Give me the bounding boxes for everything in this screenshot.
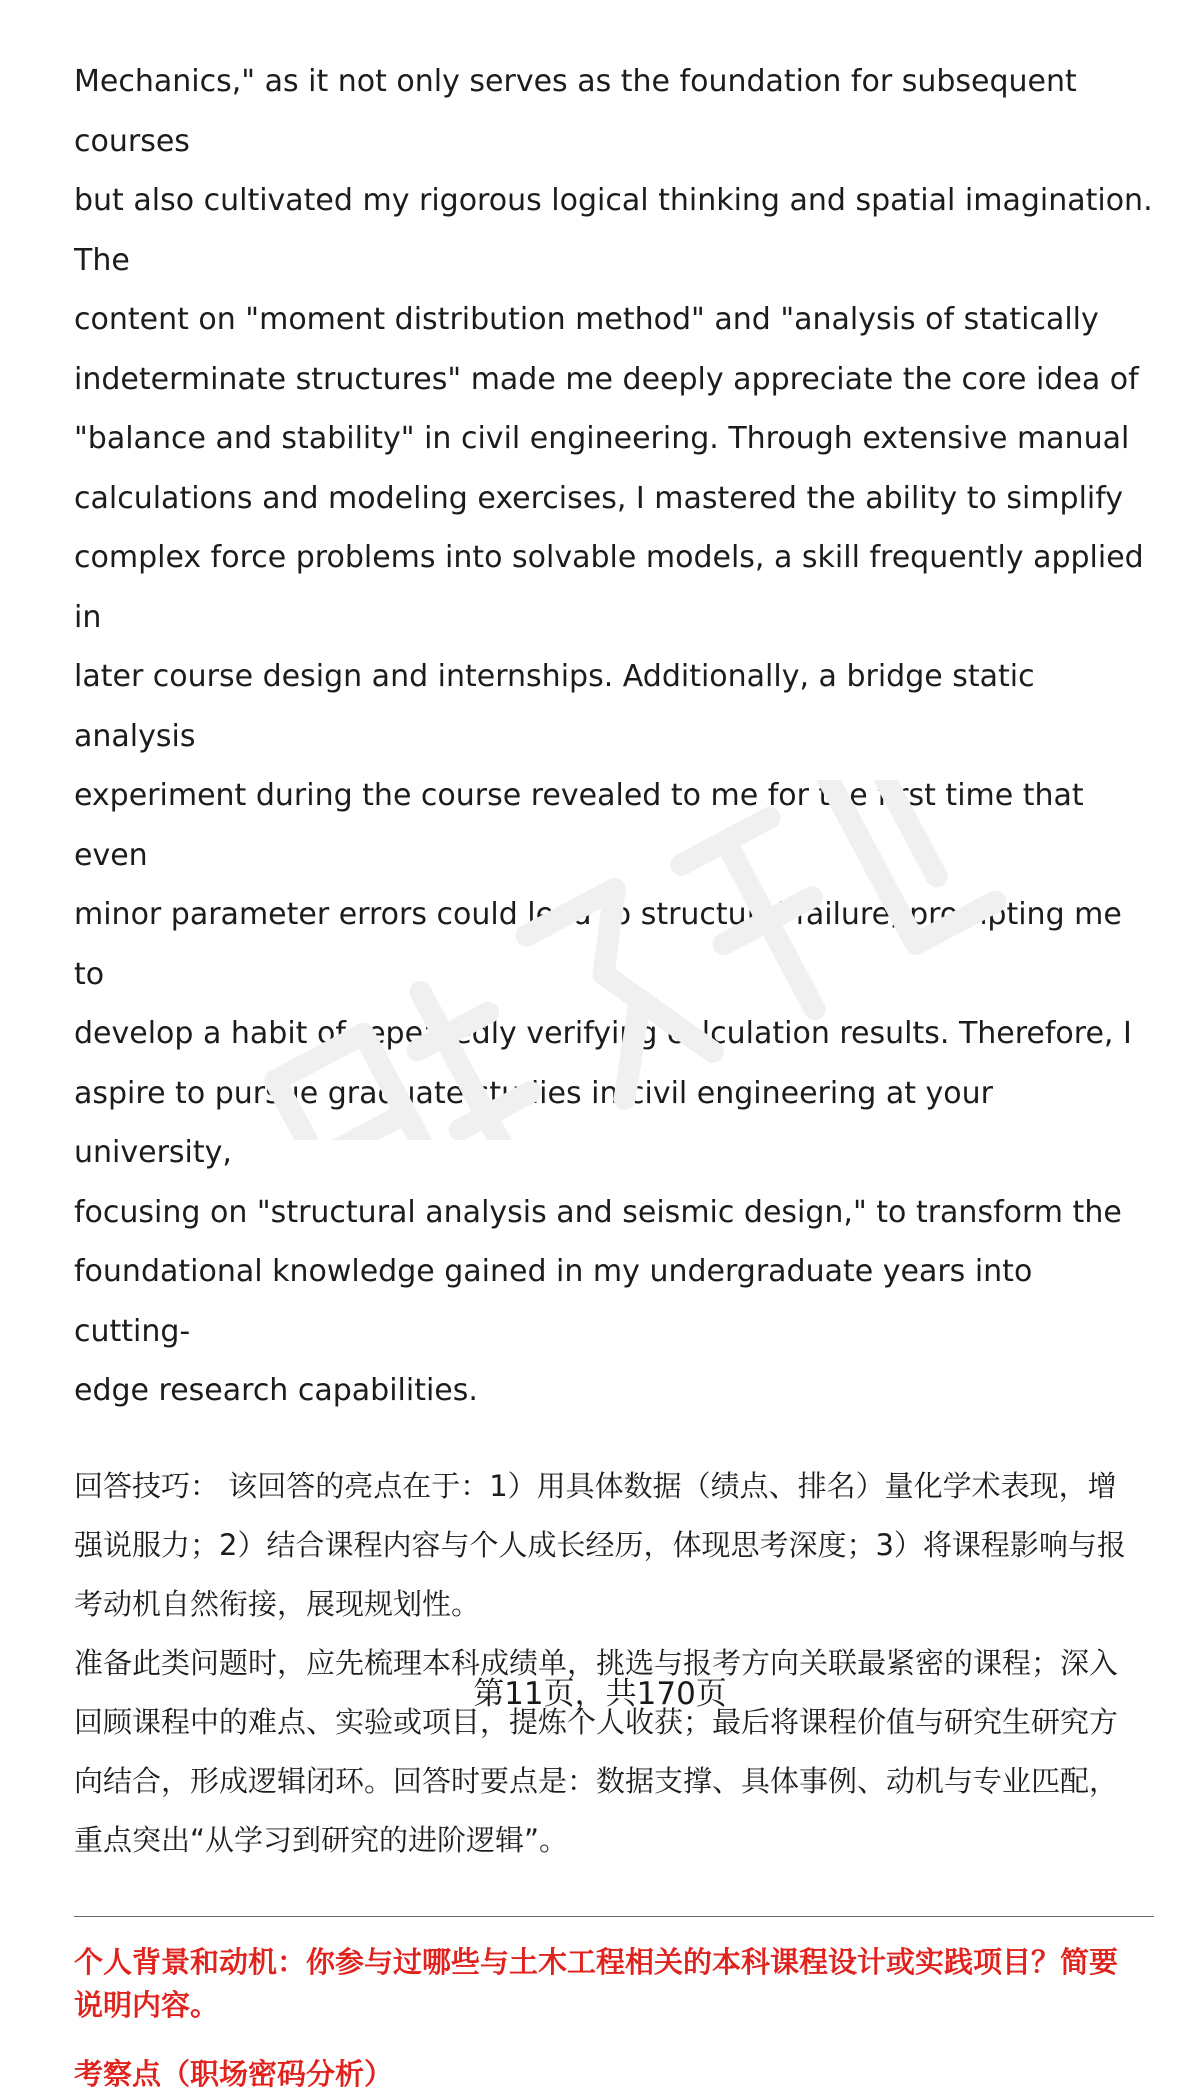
next-question-heading: 个人背景和动机：你参与过哪些与土木工程相关的本科课程设计或实践项目？简要 说明内容。 bbox=[74, 1944, 1119, 2022]
section-divider bbox=[74, 1916, 1154, 1917]
page-number: 第11页，共170页 bbox=[473, 1676, 727, 1712]
assessment-point-heading: 考察点（职场密码分析） bbox=[74, 2056, 394, 2091]
answer-tips-block bbox=[74, 1457, 1154, 1870]
preparation-paragraph: 准备此类问题时，应先梳理本科成绩单，挑选与报考方向关联最紧密的课程；深入 回顾课程中的难点、实验或项目，提炼个人收获；最后将课程价值与研究生研究方 向结合，形成逻辑闭环。回答时要点是：数据支撑、具体事例、动机与专业匹配， 重点突出“从学习到研究的进阶逻辑”。 bbox=[74, 1645, 1119, 1857]
answer-tips-paragraph: 回答技巧： 该回答的亮点在于：1）用具体数据（绩点、排名）量化学术表现，增 强说服力；2）结合课程内容与个人成长经历，体现思考深度；3）将课程影响与报 考动机自然衔接，展现规划性。 bbox=[74, 1468, 1126, 1621]
english-answer-paragraph: Mechanics," as it not only serves as the foundation for subsequent courses but also cultivated my rigorous logical thinking and spatial imagination. The content on "moment distribution method" and "analysis of statically indeterminate structures" made me deeply appreciate the core idea of "balance and stability" in civil engineering. Through extensive manual calculations and modeling exercises, I mastered the ability to simplify complex force problems into solvable models, a skill frequently applied in later course design and internships. Additionally, a bridge static analysis experiment during the course revealed to me for the first time that even minor parameter errors could lead to structural failure, prompting me to develop a habit of repeatedly verifying calculation results. Therefore, I aspire to pursue graduate studies in civil engineering at your university, focusing on "structural analysis and seismic design," to transform the foundational knowledge gained in my undergraduate years into cutting- edge research capabilities. bbox=[74, 64, 1153, 1408]
document-page bbox=[74, 52, 1154, 2096]
